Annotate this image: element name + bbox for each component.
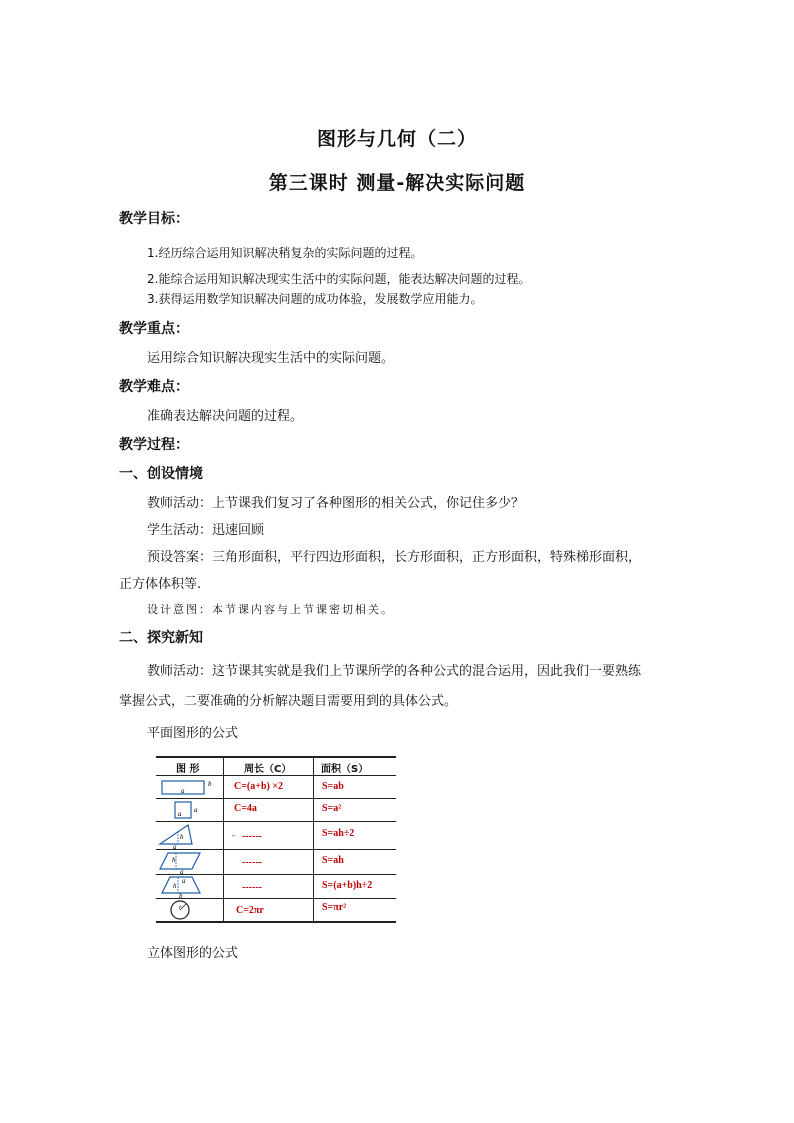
circle-shape-icon (156, 899, 222, 921)
difficulty-heading: 教学难点： (119, 379, 189, 395)
circle-perimeter: C=2πr (236, 905, 264, 916)
trapezoid-area: S=(a+b)h÷2 (322, 880, 373, 891)
svg-text:b: b (179, 892, 183, 898)
svg-text:a: a (182, 877, 186, 885)
difficulty-text: 准确表达解决问题的过程。 (147, 409, 304, 424)
circle-area: S=πr² (322, 902, 347, 913)
goal-item: 2.能综合运用知识解决现实生活中的实际问题，能表达解决问题的过程。 (147, 272, 531, 286)
parallelogram-area: S=ah (322, 855, 344, 866)
goals-heading: 教学目标： (119, 211, 189, 227)
section-2-teacher: 教师活动：这节课其实就是我们上节课所学的各种公式的混合运用，因此我们一要熟练 (147, 664, 642, 679)
header-shape: 图 形 (176, 764, 200, 775)
section-2-heading: 二、探究新知 (119, 630, 203, 646)
rectangle-shape-icon (156, 776, 222, 798)
rectangle-area: S=ab (322, 781, 344, 792)
process-heading: 教学过程： (119, 437, 189, 453)
parallelogram-perimeter: ------ (242, 857, 262, 868)
document-title: 图形与几何（二） (316, 128, 477, 150)
svg-text:a: a (194, 806, 198, 814)
svg-text:b: b (208, 780, 212, 788)
goal-item: 3.获得运用数学知识解决问题的成功体验，发展数学应用能力。 (147, 292, 483, 306)
document-subtitle: 第三课时 测量-解决实际问题 (268, 172, 526, 194)
square-area: S=a² (322, 803, 342, 814)
right-angle-icon: ⌐ (232, 831, 237, 840)
design-intent-note: 设计意图：本节课内容与上节课密切相关。 (147, 603, 394, 616)
section-1-heading: 一、创设情境 (119, 466, 203, 482)
svg-text:h: h (173, 882, 177, 890)
svg-text:r: r (179, 905, 182, 911)
goal-item: 1.经历综合运用知识解决稍复杂的实际问题的过程。 (147, 246, 423, 260)
rectangle-perimeter: C=(a+b) ×2 (234, 781, 284, 792)
svg-text:h: h (180, 833, 184, 841)
plane-formula-table (156, 756, 396, 922)
key-text: 运用综合知识解决现实生活中的实际问题。 (147, 351, 395, 366)
trapezoid-perimeter: ------ (242, 882, 262, 893)
svg-text:a: a (178, 810, 182, 818)
plane-formulas-label: 平面图形的公式 (147, 726, 239, 741)
square-shape-icon (156, 799, 222, 821)
key-heading: 教学重点： (119, 321, 189, 337)
section-1-answer: 预设答案：三角形面积，平行四边形面积，长方形面积，正方形面积，特殊梯形面积， (147, 550, 642, 565)
section-2-teacher-cont: 掌握公式，二要准确的分析解决题目需要用到的具体公式。 (119, 694, 458, 709)
header-perimeter: 周长（C） (244, 764, 292, 775)
section-1-student: 学生活动：迅速回顾 (147, 523, 265, 538)
svg-text:a: a (180, 868, 184, 874)
svg-text:a: a (173, 843, 177, 849)
header-area: 面积（S） (321, 764, 369, 775)
svg-text:h: h (172, 856, 176, 864)
triangle-perimeter: ------ (242, 831, 262, 842)
parallelogram-shape-icon (156, 850, 222, 874)
section-1-answer-cont: 正方体体积等. (119, 577, 202, 592)
square-perimeter: C=4a (234, 803, 257, 814)
triangle-shape-icon (156, 822, 222, 849)
solid-formulas-label: 立体图形的公式 (147, 946, 239, 961)
trapezoid-shape-icon (156, 875, 222, 898)
svg-text:a: a (181, 787, 185, 795)
section-1-teacher: 教师活动：上节课我们复习了各种图形的相关公式，你记住多少？ (147, 496, 525, 511)
triangle-area: S=ah÷2 (322, 828, 355, 839)
